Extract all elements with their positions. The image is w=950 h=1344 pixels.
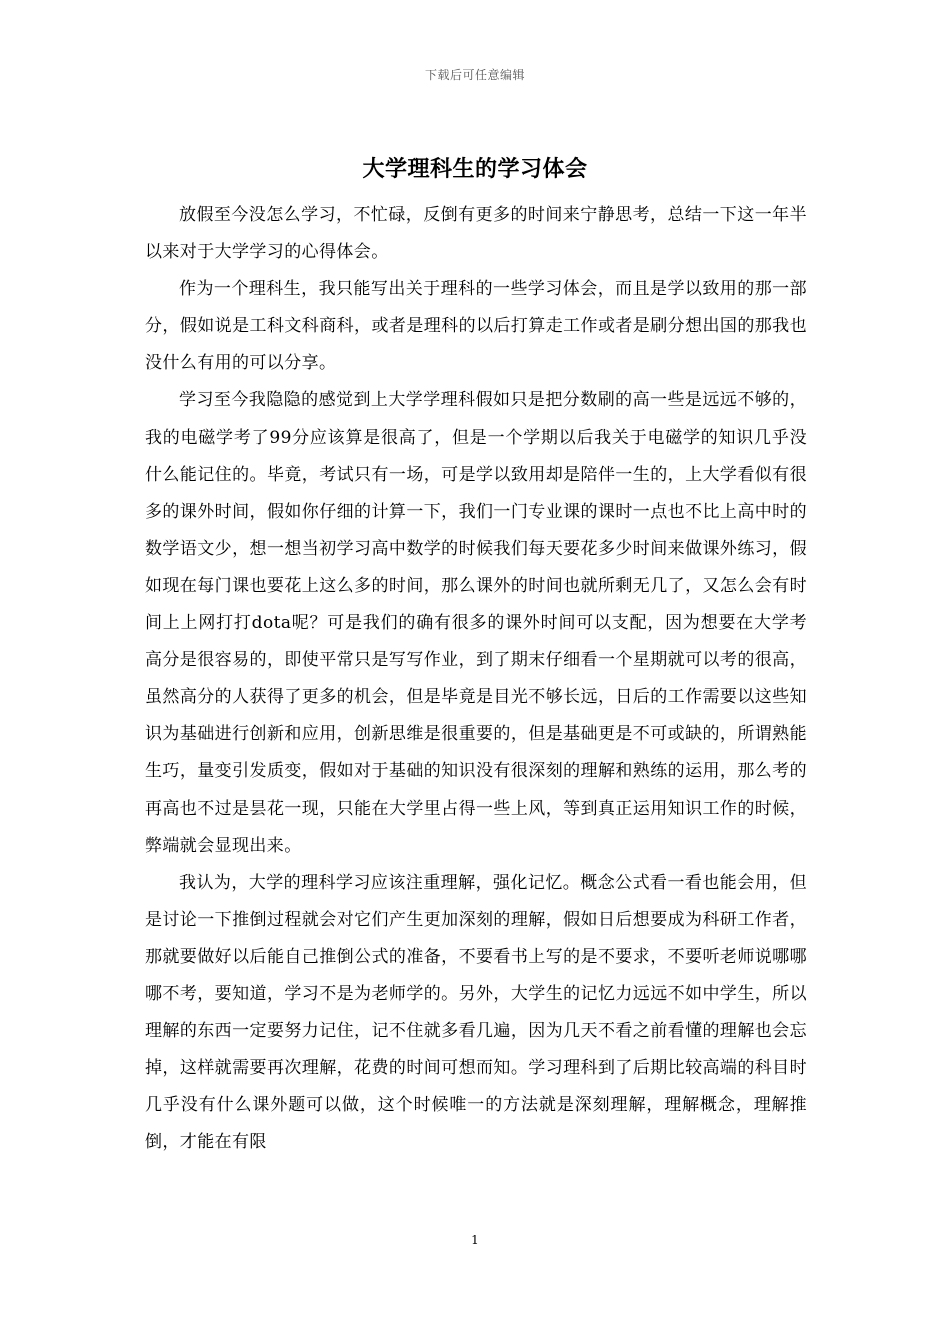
paragraph: 放假至今没怎么学习，不忙碌，反倒有更多的时间来宁静思考，总结一下这一年半以来对于大学学习的心得体会。: [145, 205, 807, 263]
paragraph: 我认为，大学的理科学习应该注重理解，强化记忆。概念公式看一看也能会用，但是讨论一下推倒过程就会对它们产生更加深刻的理解，假如日后想要成为科研工作者，那就要做好以后能自己推倒公式的准备，不要看书上写的是不要求，不要听老师说哪哪哪不考，要知道，学习不是为老师学的。另外，大学生的记忆力远远不如中学生，所以理解的东西一定要努力记住，记不住就多看几遍，因为几天不看之前看懂的理解也会忘掉，这样就需要再次理解，花费的时间可想而知。学习理科到了后期比较高端的科目时几乎没有什么课外题可以做，这个时候唯一的方法就是深刻理解，理解概念，理解推倒，才能在有限: [145, 872, 807, 1153]
document-body: [145, 197, 807, 1161]
paragraph: 学习至今我隐隐的感觉到上大学学理科假如只是把分数刷的高一些是远远不够的，我的电磁学考了99分应该算是很高了，但是一个学期以后我关于电磁学的知识几乎没什么能记住的。毕竟，考试只有一场，可是学以致用却是陪伴一生的，上大学看似有很多的课外时间，假如你仔细的计算一下，我们一门专业课的课时一点也不比上高中时的数学语文少，想一想当初学习高中数学的时候我们每天要花多少时间来做课外练习，假如现在每门课也要花上这么多的时间，那么课外的时间也就所剩无几了，又怎么会有时间上上网打打dota呢？可是我们的确有很多的课外时间可以支配，因为想要在大学考高分是很容易的，即使平常只是写写作业，到了期末仔细看一个星期就可以考的很高，虽然高分的人获得了更多的机会，但是毕竟是目光不够长远，日后的工作需要以这些知识为基础进行创新和应用，创新思维是很重要的，但是基础更是不可或缺的，所谓熟能生巧，量变引发质变，假如对于基础的知识没有很深刻的理解和熟练的运用，那么考的再高也不过是昙花一现，只能在大学里占得一些上风，等到真正运用知识工作的时候，弊端就会显现出来。: [145, 390, 807, 856]
page-header: 下载后可任意编辑: [424, 68, 525, 82]
document-title: 大学理科生的学习体会: [362, 156, 588, 182]
paragraph: 作为一个理科生，我只能写出关于理科的一些学习体会，而且是学以致用的那一部分，假如说是工科文科商科，或者是理科的以后打算走工作或者是刷分想出国的那我也没什么有用的可以分享。: [145, 279, 807, 374]
page-number: 1: [471, 1233, 479, 1247]
